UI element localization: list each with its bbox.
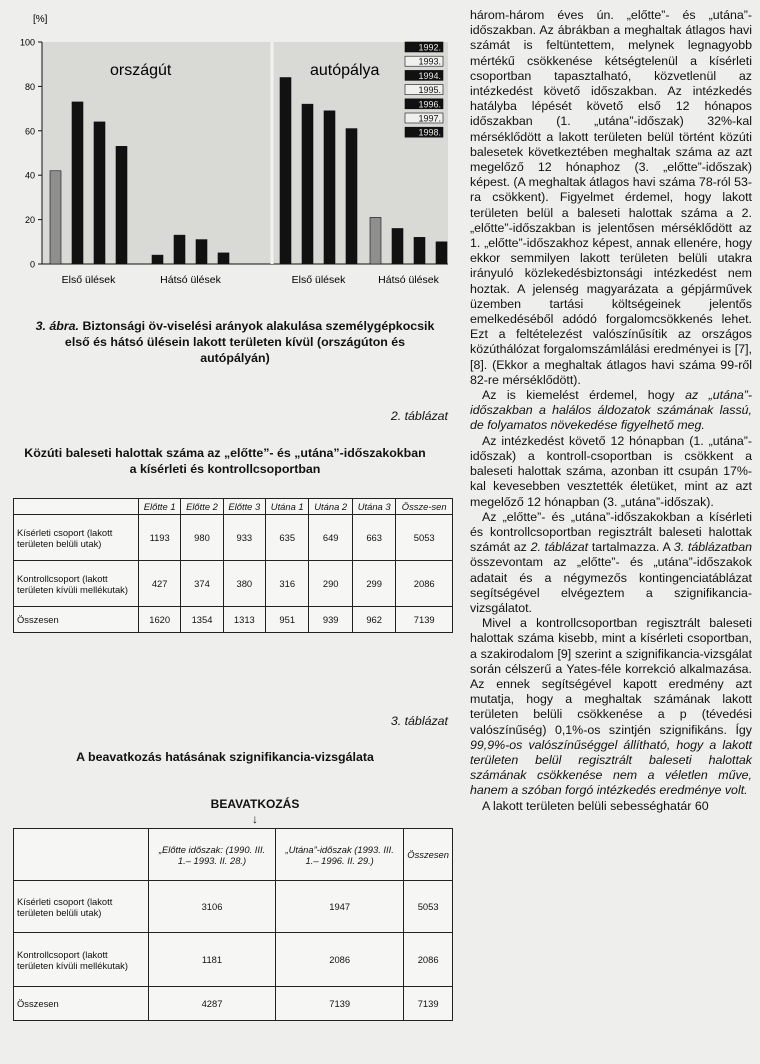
paragraph: Az intézkedést követő 12 hónapban (1. „utána”-időszak) a kontroll-csoportban is csökkent a baleseti halottak száma, azonban itt csupán 17%-kal kevesebben vesztették életüket, mint az azt megelőző 12 hónapban (3. „utána”-időszak). [470, 433, 752, 509]
legend-label: 1995. [418, 85, 441, 96]
text-run: Az „előtte”- és „utána”-időszakokban a kísérleti és kontrollcsoportban regisztrált baleseti halottak számát az [470, 509, 752, 555]
table-header-cell: Utána 1 [265, 499, 308, 515]
table-cell: 2086 [396, 561, 453, 607]
table-cell: 7139 [404, 987, 453, 1021]
table-cell: 5053 [396, 515, 453, 561]
legend-label: 1992. [418, 42, 441, 53]
y-axis-label: [%] [33, 14, 48, 25]
bar [72, 102, 83, 264]
table-header-cell: Előtte 2 [181, 499, 223, 515]
table-cell: 5053 [404, 881, 453, 933]
bar [174, 235, 185, 264]
table-cell: 980 [181, 515, 223, 561]
table-row [14, 561, 453, 607]
x-group-label: Első ülések [291, 274, 346, 286]
table-cell: 427 [139, 561, 181, 607]
bar [392, 228, 403, 264]
bar [94, 122, 105, 264]
table-cell: 4287 [149, 987, 276, 1021]
table3 [13, 828, 453, 1021]
row-label: Kontrollcsoport (lakott területen kívüli mellékutak) [14, 933, 149, 987]
row-label: Kísérleti csoport (lakott területen belüli utak) [14, 515, 139, 561]
table2-title: Közúti baleseti halottak száma az „előtte”- és „utána”-időszakokban a kísérleti és kontrollcsoportban [24, 446, 426, 476]
table-header-cell: Utána 2 [309, 499, 352, 515]
table-cell: 962 [352, 607, 395, 633]
row-label: Kísérleti csoport (lakott területen belüli utak) [14, 881, 149, 933]
table-row [14, 515, 453, 561]
row-label: Összesen [14, 987, 149, 1021]
bar [346, 129, 357, 264]
figure-caption-text: Biztonsági öv-viselési arányok alakulása személygépkocsik első és hátsó ülésein lakott területen kívül (országúton és autópályán) [64, 319, 435, 365]
x-group-label: Hátsó ülések [160, 274, 221, 286]
table-header-cell: Összesen [404, 829, 453, 881]
table-cell: 1313 [223, 607, 265, 633]
table-cell: 1193 [139, 515, 181, 561]
emphasis: 2. táblázat [530, 540, 589, 555]
y-tick-label: 100 [19, 37, 35, 48]
table-cell: 1947 [276, 881, 404, 933]
paragraph: három-három éves ún. „előtte”- és „utána”-időszakban. Az ábrákban a meghaltak átlagos havi számát is feltüntettem, melynek legnagyobb mértékű csökkenése kétségtelenül a kísérleti csoportban tapasztalható, közvetlenül az intézkedést követő időszakban. Az intézkedés hatályba lépését követő első 12 hónapos időszakban (1. „utána”-időszak) 32%-kal mérséklődött a lakott területen belül történt közúti balesetek következtében meghaltak száma az azt megelőző 12 hónaphoz (3. „előtte”-időszak) képest. (A meghaltak átlagos havi száma 78-ról 53-ra csökkent). Figyelmet érdemel, hogy lakott területen belül a baleseti halottak száma a 2. „előtte”-időszakban is jelentősen mérséklődött az 1. „előtte”-időszakhoz képest, annak ellenére, hogy ekkor semmilyen lakott területen belüli utakra irányuló közlekedésbiztonsági intézkedést nem hoztak. A jelenség magyarázata a gépjárművek üzemben tartási költségeinek jelentős emelkedéséből adódó forgalomcsökkenés lehet. Ezt a feltételezést valószínűsítik az országos közúthálózat forgalomszámlálási eredményei is [7], [8]. (Ekkor a meghaltak átlagos havi száma 99-ről 82-re mérséklődött). [470, 8, 752, 387]
table-cell: 374 [181, 561, 223, 607]
y-tick-label: 0 [29, 259, 35, 270]
x-group-label: Első ülések [61, 274, 116, 286]
table-header-cell: Utána 3 [352, 499, 395, 515]
table-header-cell: Előtte 1 [139, 499, 181, 515]
table-cell: 635 [265, 515, 308, 561]
table-row [14, 881, 453, 933]
figure-number: 3. ábra. [35, 319, 79, 333]
table-header-cell: Össze-sen [396, 499, 453, 515]
table-cell: 939 [309, 607, 352, 633]
table-cell: 933 [223, 515, 265, 561]
paragraph [470, 510, 752, 616]
table-cell: 299 [352, 561, 395, 607]
text-run: Mivel a kontrollcsoportban regisztrált baleseti halottak száma kisebb, mint a kísérleti csoportban, a szakirodalom [9] szerint a szignifikancia-vizsgálat során célszerű a Yates-féle korrekció alkalmazása. Az ennek segítségével kapott eredmény azt mutatja, hogy a meghaltak számának lakott területen belüli csökkenése a p (tévedési valószínűség) 0,1%-os szintjén szignifikáns. Így [470, 616, 752, 737]
table-cell: 1181 [149, 933, 276, 987]
row-label: Összesen [14, 607, 139, 633]
table-cell: 2086 [276, 933, 404, 987]
table-cell: 7139 [276, 987, 404, 1021]
table-header-cell: Előtte 3 [223, 499, 265, 515]
table-cell: 1354 [181, 607, 223, 633]
emphasis: 99,9%-os valószínűséggel állítható, hogy a lakott területen belül regisztrált baleseti halottak számának csökkenése nem a véletlen műve, hanem a szóban forgó intézkedés eredménye volt. [470, 737, 752, 798]
table-header-cell: „Utána”-időszak (1993. III. 1.– 1996. II. 29.) [276, 829, 404, 881]
text-run: tartalmazza. A [588, 540, 674, 555]
table-cell: 290 [309, 561, 352, 607]
table3-title: A beavatkozás hatásának szignifikancia-vizsgálata [76, 750, 374, 764]
table-cell: 951 [265, 607, 308, 633]
table-row [14, 933, 453, 987]
legend-label: 1994. [418, 70, 441, 81]
arrow-down-icon: ↓ [252, 812, 258, 826]
table-row [14, 987, 453, 1021]
paragraph: A lakott területen belüli sebességhatár 60 [482, 798, 709, 813]
table-header-cell: „Előtte időszak: (1990. III. 1.– 1993. II. 28.) [149, 829, 276, 881]
table-header-blank [14, 499, 139, 515]
table-cell: 2086 [404, 933, 453, 987]
table-cell: 316 [265, 561, 308, 607]
table-header-blank [14, 829, 149, 881]
paragraph [470, 388, 752, 434]
table2-label: 2. táblázat [390, 409, 448, 423]
bar [116, 146, 127, 264]
bar [280, 78, 291, 264]
table3-label: 3. táblázat [390, 714, 448, 728]
table-header-row [14, 499, 453, 515]
emphasis: 3. táblázatban [673, 540, 752, 555]
y-tick-label: 80 [24, 81, 35, 92]
panel-title: országút [110, 62, 172, 79]
table-header-row [14, 829, 453, 881]
bar [196, 240, 207, 264]
table2 [13, 498, 453, 633]
table-cell: 1620 [139, 607, 181, 633]
row-label: Kontrollcsoport (lakott területen kívüli mellékutak) [14, 561, 139, 607]
seatbelt-bar-chart [0, 0, 448, 300]
table-cell: 649 [309, 515, 352, 561]
bar [302, 104, 313, 264]
body-text-column [470, 8, 752, 814]
table-cell: 663 [352, 515, 395, 561]
text-run: összevontam az „előtte”- és „utána”-időszakok adatait és a négymezős kontingenciatáblázat segítségével elvégeztem a szignifikancia-vizsgálatot. [470, 555, 752, 615]
bar [436, 242, 447, 264]
intervention-label: BEAVATKOZÁS [210, 797, 300, 811]
bar [414, 237, 425, 264]
y-tick-label: 20 [24, 215, 35, 226]
table-cell: 7139 [396, 607, 453, 633]
legend-label: 1997. [418, 113, 441, 124]
text-run: Az is kiemelést érdemel, hogy [482, 388, 686, 403]
bar [50, 171, 61, 264]
panel-title: autópálya [310, 62, 380, 79]
table-cell: 3106 [149, 881, 276, 933]
intervention-header [170, 797, 340, 827]
bar [218, 253, 229, 264]
y-tick-label: 60 [24, 126, 35, 137]
x-group-label: Hátsó ülések [378, 274, 439, 286]
y-tick-label: 40 [24, 170, 35, 181]
bar [370, 217, 381, 264]
emphasis: az „utána”-időszakban a halálos áldozatok számának lassú, de folyamatos növekedése figyelhető meg. [470, 388, 753, 433]
figure-caption [30, 318, 440, 366]
table-cell: 380 [223, 561, 265, 607]
bar [152, 255, 163, 264]
bar [324, 111, 335, 264]
legend-label: 1998. [418, 127, 441, 138]
legend-label: 1993. [418, 56, 441, 67]
paragraph [470, 616, 752, 798]
legend-label: 1996. [418, 99, 441, 110]
table-row [14, 607, 453, 633]
